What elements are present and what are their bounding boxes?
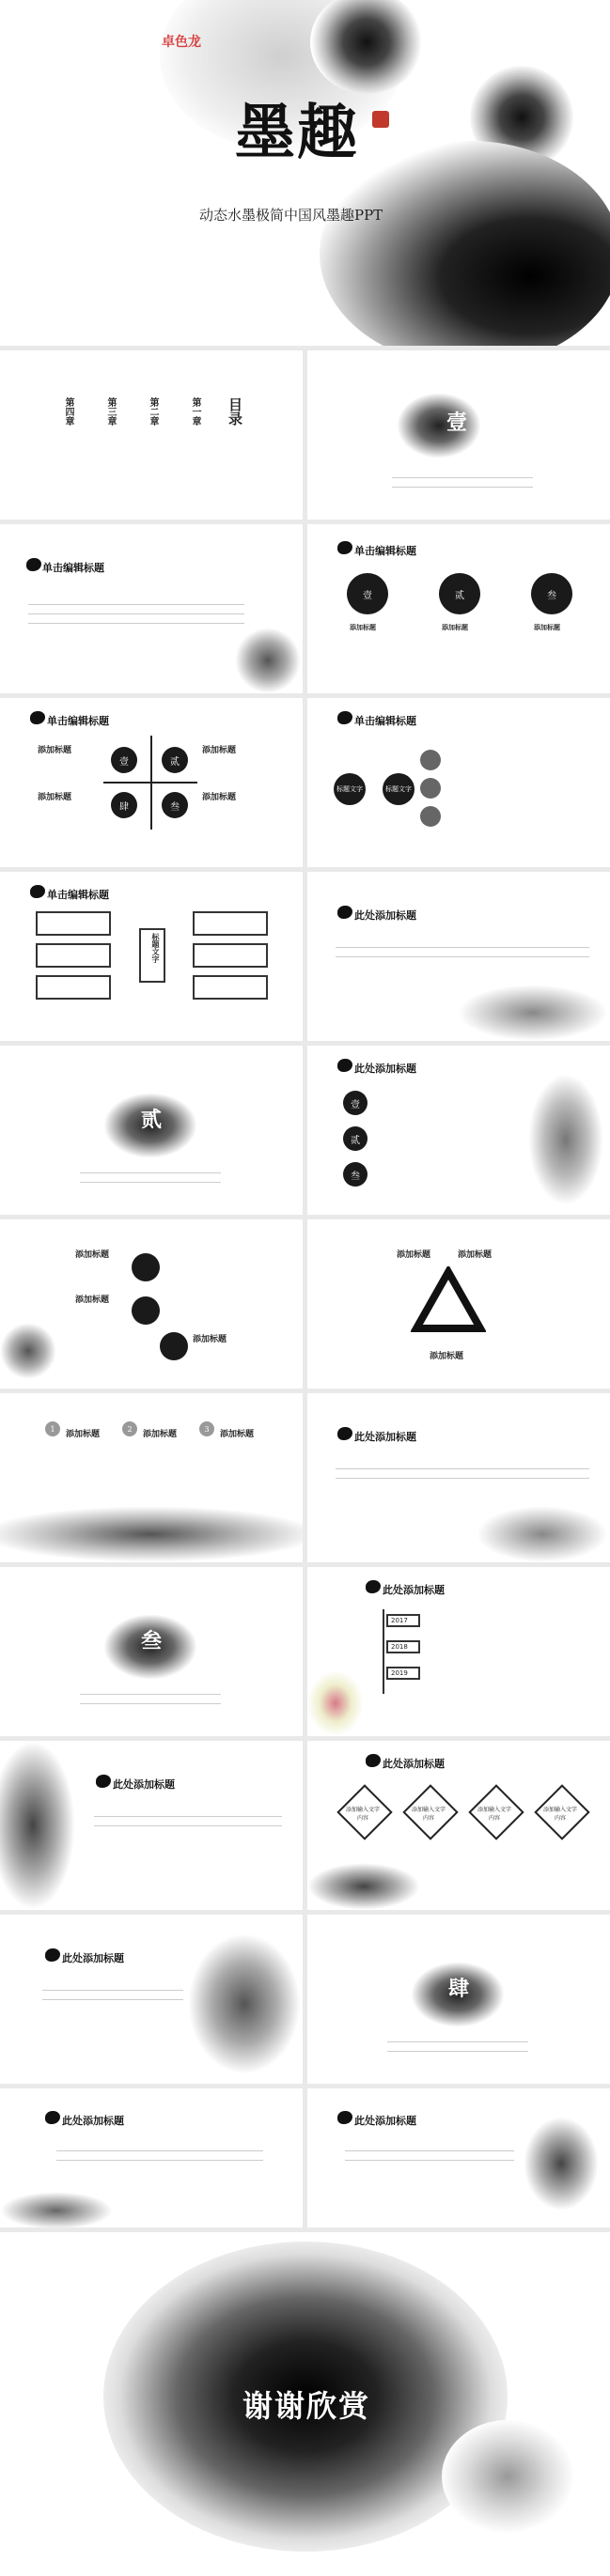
text-slide bbox=[307, 1393, 610, 1562]
circle-3: 叁 bbox=[343, 1162, 368, 1187]
flow-node: 标题文字 bbox=[383, 773, 414, 805]
flow-node: 标题文字 bbox=[334, 773, 366, 805]
mountain-art bbox=[477, 1506, 608, 1562]
label: 添加标题 bbox=[458, 1250, 493, 1260]
ink-dot bbox=[337, 541, 352, 554]
ink-wash bbox=[442, 2420, 573, 2533]
ink-dot bbox=[96, 1775, 111, 1788]
slide-heading: 此处添加标题 bbox=[354, 909, 416, 922]
divider bbox=[80, 1694, 221, 1695]
icon-circle bbox=[132, 1296, 160, 1325]
branch-slide bbox=[0, 2088, 303, 2227]
chapter-number: 叁 bbox=[141, 1629, 163, 1653]
label: 添加标题 bbox=[66, 1430, 101, 1439]
box bbox=[193, 943, 268, 968]
logo-text: 卓色龙 bbox=[162, 35, 201, 50]
mindmap-slide bbox=[0, 872, 303, 1041]
label: 添加标题 bbox=[202, 746, 237, 755]
label: 添加标题 bbox=[75, 1250, 110, 1260]
ink-dot bbox=[45, 2111, 60, 2124]
ink-dot bbox=[26, 558, 41, 571]
slide-heading: 单击编辑标题 bbox=[42, 562, 104, 574]
divider bbox=[80, 1182, 221, 1183]
ink-dot bbox=[337, 1059, 352, 1072]
lotus-art bbox=[307, 1670, 364, 1736]
label: 添加标题 bbox=[193, 1335, 227, 1344]
hex-text: 添加输入文字内容 bbox=[345, 1807, 380, 1822]
closing-text: 谢谢欣赏 bbox=[242, 2388, 371, 2424]
toc-chapter-3[interactable]: 第三章 bbox=[105, 397, 116, 426]
text-line bbox=[345, 2160, 514, 2161]
ink-swirl bbox=[397, 393, 481, 458]
circles-slide bbox=[307, 524, 610, 693]
ink-splash bbox=[320, 141, 610, 346]
cycle-arrows bbox=[411, 1266, 486, 1342]
slide-heading: 单击编辑标题 bbox=[354, 545, 416, 557]
ink-dot bbox=[366, 1754, 381, 1767]
roof-art bbox=[307, 1863, 420, 1910]
seal-stamp bbox=[372, 111, 389, 128]
label: 添加标题 bbox=[534, 623, 560, 631]
divider bbox=[387, 2051, 528, 2052]
h-axis bbox=[103, 782, 197, 784]
hex-text: 添加输入文字内容 bbox=[411, 1807, 446, 1822]
quad-slide bbox=[0, 698, 303, 867]
label: 添加标题 bbox=[442, 623, 468, 631]
flow-slide bbox=[307, 698, 610, 867]
ink-blot bbox=[310, 0, 423, 94]
text-line bbox=[94, 1825, 282, 1826]
chapter-two-slide bbox=[0, 1046, 303, 1215]
steps-slide bbox=[0, 1393, 303, 1562]
slide-heading: 此处添加标题 bbox=[62, 1952, 124, 1964]
text-line bbox=[336, 956, 589, 957]
landscape-art bbox=[0, 1506, 303, 1562]
circle-1: 壹 bbox=[343, 1091, 368, 1115]
toc-chapter-1[interactable]: 第一章 bbox=[190, 397, 200, 426]
hex-text: 添加输入文字内容 bbox=[477, 1807, 511, 1822]
chapter-one-slide bbox=[307, 350, 610, 520]
divider bbox=[392, 487, 533, 488]
chapter-four-slide bbox=[307, 1915, 610, 2084]
circle-2: 贰 bbox=[343, 1126, 368, 1151]
text-line bbox=[28, 613, 244, 614]
text-line bbox=[336, 947, 589, 948]
label: 添加标题 bbox=[350, 623, 376, 631]
divider bbox=[387, 2041, 528, 2042]
slide-heading: 此处添加标题 bbox=[354, 2115, 416, 2127]
quad-3: 肆 bbox=[111, 792, 137, 818]
mountain-art bbox=[188, 1933, 301, 2074]
box bbox=[36, 975, 111, 1000]
node-small bbox=[420, 778, 441, 799]
toc-chapter-2[interactable]: 第二章 bbox=[148, 397, 158, 426]
bamboo-slide bbox=[0, 1741, 303, 1910]
box bbox=[36, 911, 111, 936]
quad-4: 叁 bbox=[162, 792, 188, 818]
ink-dot bbox=[337, 711, 352, 724]
text-line bbox=[56, 2160, 263, 2161]
icon-list-slide bbox=[0, 1219, 303, 1389]
cover-subtitle: 动态水墨极简中国风墨趣PPT bbox=[199, 207, 383, 224]
lotus-art bbox=[528, 1074, 603, 1205]
icon-circle bbox=[160, 1332, 188, 1360]
ink-dot bbox=[337, 906, 352, 919]
step-2: 2 bbox=[122, 1421, 137, 1436]
step-1: 1 bbox=[45, 1421, 60, 1436]
center-box: 标题文字 bbox=[139, 928, 165, 983]
label: 添加标题 bbox=[397, 1250, 431, 1260]
divider bbox=[80, 1172, 221, 1173]
bamboo-art bbox=[235, 628, 301, 693]
year-2019: 2019 bbox=[386, 1667, 420, 1680]
mountain-art bbox=[458, 985, 608, 1041]
divider bbox=[80, 1703, 221, 1704]
year-2017: 2017 bbox=[386, 1614, 420, 1627]
circle-2: 贰 bbox=[439, 573, 480, 614]
label: 添加标题 bbox=[38, 746, 72, 755]
toc-slide bbox=[0, 350, 303, 520]
quad-1: 壹 bbox=[111, 747, 137, 773]
slide-heading: 此处添加标题 bbox=[354, 1431, 416, 1443]
slide-heading: 此处添加标题 bbox=[113, 1778, 175, 1791]
box bbox=[193, 975, 268, 1000]
ink-art bbox=[0, 1323, 56, 1379]
ink-dot bbox=[337, 1427, 352, 1440]
mountain-text-slide bbox=[0, 1915, 303, 2084]
circle-list-slide bbox=[307, 1046, 610, 1215]
slide-heading: 此处添加标题 bbox=[383, 1584, 445, 1596]
slide-heading: 此处添加标题 bbox=[62, 2115, 124, 2127]
bamboo-art bbox=[0, 1741, 75, 1910]
label: 添加标题 bbox=[430, 1352, 464, 1361]
cover-title: 墨趣 bbox=[235, 98, 359, 168]
cover-slide bbox=[0, 0, 610, 346]
slide-heading: 单击编辑标题 bbox=[47, 889, 109, 901]
timeline-axis bbox=[383, 1609, 384, 1694]
ink-dot bbox=[30, 711, 45, 724]
hex-text: 添加输入文字内容 bbox=[542, 1807, 577, 1822]
text-line bbox=[56, 2150, 263, 2151]
divider bbox=[392, 477, 533, 478]
label: 添加标题 bbox=[202, 793, 237, 802]
chapter-number: 肆 bbox=[448, 1977, 470, 2001]
node-small bbox=[420, 806, 441, 827]
slide-heading: 单击编辑标题 bbox=[354, 715, 416, 727]
node-small bbox=[420, 750, 441, 770]
hex-slide bbox=[307, 1741, 610, 1910]
slide-heading: 此处添加标题 bbox=[383, 1758, 445, 1770]
slide-heading: 单击编辑标题 bbox=[47, 715, 109, 727]
toc-heading: 目录 bbox=[227, 397, 243, 426]
cycle-slide bbox=[307, 1219, 610, 1389]
text-line bbox=[42, 1990, 183, 1991]
year-2018: 2018 bbox=[386, 1640, 420, 1653]
label: 添加标题 bbox=[75, 1296, 110, 1305]
label: 添加标题 bbox=[38, 793, 72, 802]
timeline-slide bbox=[307, 1567, 610, 1736]
label: 添加标题 bbox=[143, 1430, 178, 1439]
content-slide bbox=[0, 524, 303, 693]
circle-1: 壹 bbox=[347, 573, 388, 614]
ink-dot bbox=[366, 1580, 381, 1593]
lotus-slide bbox=[307, 2088, 610, 2227]
text-line bbox=[28, 604, 244, 605]
closing-slide bbox=[0, 2232, 610, 2576]
ink-dot bbox=[337, 2111, 352, 2124]
quad-2: 贰 bbox=[162, 747, 188, 773]
chapter-three-slide bbox=[0, 1567, 303, 1736]
boat-art bbox=[0, 2192, 113, 2227]
ink-dot bbox=[30, 885, 45, 898]
text-landscape-slide bbox=[307, 872, 610, 1041]
text-line bbox=[336, 1468, 589, 1469]
text-line bbox=[42, 1999, 183, 2000]
icon-circle bbox=[132, 1253, 160, 1281]
chapter-number: 贰 bbox=[141, 1108, 163, 1132]
label: 添加标题 bbox=[220, 1430, 255, 1439]
box bbox=[36, 943, 111, 968]
slide-heading: 此处添加标题 bbox=[354, 1063, 416, 1075]
text-line bbox=[94, 1816, 282, 1817]
ink-dot bbox=[45, 1948, 60, 1962]
toc-chapter-4[interactable]: 第四章 bbox=[63, 397, 73, 426]
chapter-number: 壹 bbox=[446, 411, 468, 435]
text-line bbox=[345, 2150, 514, 2151]
text-line bbox=[336, 1478, 589, 1479]
circle-3: 叁 bbox=[531, 573, 572, 614]
step-3: 3 bbox=[199, 1421, 214, 1436]
lotus-art bbox=[524, 2117, 599, 2211]
box bbox=[193, 911, 268, 936]
text-line bbox=[28, 623, 244, 624]
